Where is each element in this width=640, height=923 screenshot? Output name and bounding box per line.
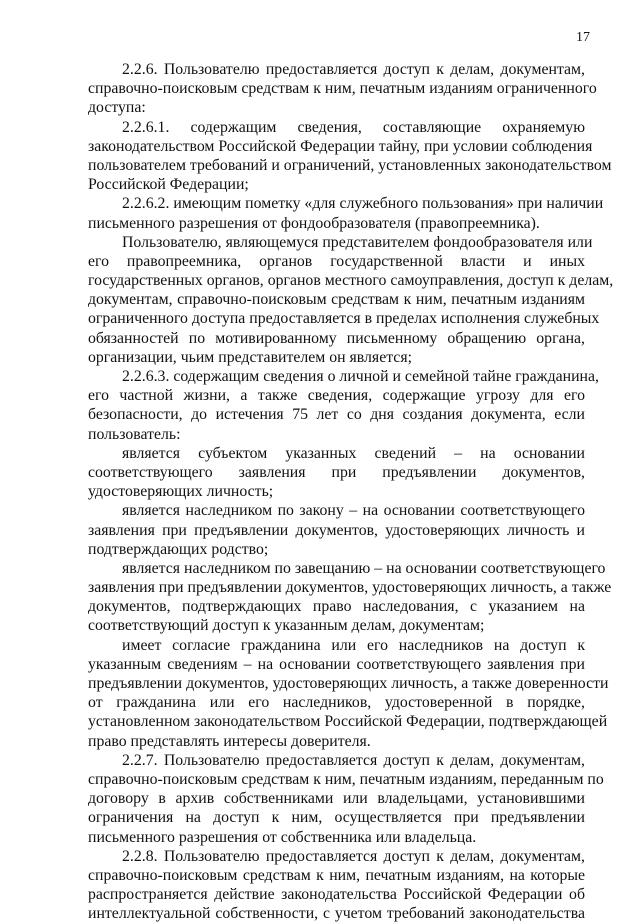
document-body [88, 60, 614, 923]
text-line: письменного разрешения от собственника или владельца. [88, 828, 477, 846]
text-line: справочно-поисковым средствам к ним, печатным изданиям ограниченного [88, 80, 597, 98]
text-line: договору в архив собственниками или владельцами, установившими [88, 790, 585, 808]
text-line: безопасности, до истечения 75 лет со дня создания документа, если [88, 406, 585, 424]
text-line: является наследником по завещанию – на основании соответствующего [122, 559, 606, 577]
text-line: Российской Федерации; [88, 176, 249, 194]
text-line: государственных органов, органов местного самоуправления, доступ к делам, [88, 272, 614, 290]
text-line: 2.2.6. Пользователю предоставляется доступ к делам, документам, [122, 61, 585, 78]
text-line: документам, справочно-поисковым средствам к ним, печатным изданиям [88, 291, 585, 309]
text-line: является наследником по закону – на основании соответствующего [122, 502, 585, 520]
text-line: справочно-поисковым средствам к ним, печатным изданиям, на которые [88, 866, 585, 884]
text-line: его частной жизни, а также сведения, содержащие угрозу для его [88, 387, 585, 405]
text-line: пользователем требований и ограничений, установленных законодательством [88, 156, 612, 174]
text-line: ограничения на доступ к ним, осуществляется при предъявлении [88, 809, 585, 827]
text-line: 2.2.6.3. содержащим сведения о личной и семейной тайне гражданина, [122, 368, 599, 385]
text-line: имеет согласие гражданина или его наследников на доступ к [122, 636, 585, 654]
text-line: Пользователю, являющемуся представителем фондообразователя или [122, 233, 593, 251]
text-line: распространяется действие законодательства Российской Федерации об [88, 886, 585, 904]
text-line: пользователь: [88, 425, 181, 443]
text-line: предъявлении документов, удостоверяющих личность, а также доверенности [88, 675, 609, 692]
text-line: доступа: [88, 99, 146, 117]
text-line: соответствующий доступ к указанным делам, документам; [88, 617, 485, 635]
text-line: установленном законодательством Российской Федерации, подтверждающей [88, 713, 608, 731]
text-line: удостоверяющих личность; [88, 483, 274, 501]
page-number: 17 [576, 30, 590, 45]
text-line: 2.2.8. Пользователю предоставляется доступ к делам, документам, [122, 847, 585, 865]
text-line: ограниченного доступа предоставляется в пределах исполнения служебных [88, 310, 600, 328]
text-line: заявления при предъявлении документов, удостоверяющих личность, а также [88, 579, 612, 597]
text-line: 2.2.6.1. содержащим сведения, составляющие охраняемую [122, 118, 585, 136]
text-line: письменного разрешения от фондообразователя (правопреемника). [88, 214, 540, 232]
text-line: от гражданина или его наследников, удостоверенной в порядке, [88, 694, 585, 712]
text-line: законодательством Российской Федерации тайну, при условии соблюдения [88, 137, 593, 155]
text-line: 2.2.6.2. имеющим пометку «для служебного пользования» при наличии [122, 195, 604, 213]
text-line: является субъектом указанных сведений – на основании [122, 444, 585, 462]
text-line: 2.2.7. Пользователю предоставляется доступ к делам, документам, [122, 751, 585, 769]
text-line: соответствующего заявления при предъявлении документов, [88, 463, 585, 481]
text-line: интеллектуальной собственности, с учетом требований законодательства [88, 905, 585, 923]
text-line: заявления при предъявлении документов, удостоверяющих личность и [88, 521, 585, 539]
text-line: подтверждающих родство; [88, 540, 269, 558]
text-line: обязанностей по мотивированному письменному обращению органа, [88, 329, 585, 347]
text-line: указанным сведениям – на основании соответствующего заявления при [88, 655, 585, 673]
text-line: документов, подтверждающих право наследования, с указанием на [88, 598, 585, 616]
text-line: его правопреемника, органов государственной власти и иных [88, 252, 585, 270]
text-line: организации, чьим представителем он является; [88, 348, 412, 366]
text-line: справочно-поисковым средствам к ним, печатным изданиям, переданным по [88, 770, 604, 788]
text-line: право представлять интересы доверителя. [88, 732, 371, 750]
